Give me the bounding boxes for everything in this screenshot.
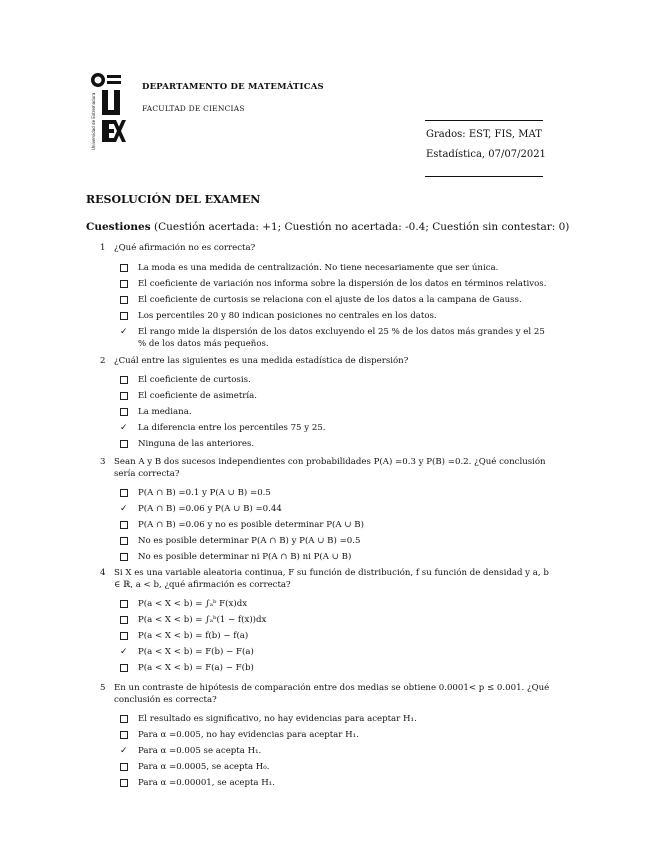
- question-number: 3: [100, 457, 106, 467]
- checkbox-icon: [120, 294, 134, 308]
- checkbox-icon: [120, 630, 134, 644]
- answer-option: [120, 503, 550, 515]
- question-1: [100, 242, 550, 254]
- option-text: La mediana.: [138, 407, 192, 417]
- option-text: No es posible determinar P(A ∩ B) y P(A ∪ B) =0.5: [138, 536, 361, 546]
- option-text: P(a < X < b) = f(b) − f(a): [138, 631, 249, 641]
- question-3: [100, 456, 550, 480]
- option-text: P(a < X < b) = ∫ₐᵇ(1 − f(x))dx: [138, 615, 267, 625]
- checkbox-icon: [120, 551, 134, 565]
- question-number: 5: [100, 683, 106, 693]
- answer-option: [120, 713, 550, 725]
- question-2: [100, 355, 550, 367]
- checkbox-icon: [120, 406, 134, 420]
- checkbox-icon: [120, 598, 134, 612]
- answer-option: [120, 326, 550, 350]
- option-text: El resultado es significativo, no hay evidencias para aceptar H₁.: [138, 714, 417, 724]
- checkbox-icon: [120, 262, 134, 276]
- checkbox-icon: [120, 374, 134, 388]
- answer-option: [120, 487, 550, 499]
- answer-option: [120, 729, 550, 741]
- answer-option: [120, 761, 550, 773]
- option-text: P(a < X < b) = ∫ₐᵇ F(x)dx: [138, 599, 248, 609]
- option-text: Ninguna de las anteriores.: [138, 439, 255, 449]
- course-date: Estadística, 07/07/2021: [426, 149, 546, 160]
- question-text: Si X es una variable aleatoria continua, F su función de distribución, f su función de densidad y a, b ∈ ℝ, a < b, ¿qué afirmación es correcta?: [114, 568, 549, 590]
- option-text: Para α =0.0005, se acepta H₀.: [138, 762, 270, 772]
- faculty-name: FACULTAD DE CIENCIAS: [142, 104, 245, 113]
- checkbox-icon: [120, 278, 134, 292]
- checkbox-icon: [120, 310, 134, 324]
- question-text: En un contraste de hipótesis de comparación entre dos medias se obtiene 0.0001< p ≤ 0.001. ¿Qué conclusión es correcta?: [114, 683, 550, 705]
- question-5: [100, 682, 550, 706]
- answer-option: [120, 614, 550, 626]
- answer-option: [120, 598, 550, 610]
- option-text: El coeficiente de curtosis se relaciona con el ajuste de los datos a la campana de Gauss.: [138, 295, 522, 305]
- answer-option: [120, 630, 550, 642]
- header-rule-top: [425, 120, 543, 121]
- option-text: P(A ∩ B) =0.1 y P(A ∪ B) =0.5: [138, 488, 271, 498]
- option-text: Para α =0.005, no hay evidencias para aceptar H₁.: [138, 730, 359, 740]
- checkbox-icon: [120, 438, 134, 452]
- uex-logo: [90, 72, 128, 152]
- option-text: El coeficiente de asimetría.: [138, 391, 258, 401]
- answer-option: [120, 422, 550, 434]
- option-text: La moda es una medida de centralización. No tiene necesariamente que ser única.: [138, 263, 499, 273]
- department-name: DEPARTAMENTO DE MATEMÁTICAS: [142, 82, 324, 92]
- answer-option: [120, 390, 550, 402]
- checkmark-icon: ✓: [120, 647, 128, 657]
- question-text: ¿Qué afirmación no es correcta?: [114, 243, 256, 253]
- checkmark-icon: ✓: [120, 746, 128, 756]
- checkbox-icon: [120, 713, 134, 727]
- checkbox-icon: [120, 487, 134, 501]
- answer-option: [120, 310, 550, 322]
- checkbox-icon: [120, 614, 134, 628]
- answer-option: [120, 551, 550, 563]
- question-text: ¿Cuál entre las siguientes es una medida estadística de dispersión?: [114, 356, 409, 366]
- option-text: Los percentiles 20 y 80 indican posiciones no centrales en los datos.: [138, 311, 437, 321]
- option-text: No es posible determinar ni P(A ∩ B) ni P(A ∪ B): [138, 552, 352, 562]
- answer-option: [120, 519, 550, 531]
- option-text: P(A ∩ B) =0.06 y P(A ∪ B) =0.44: [138, 504, 282, 514]
- answer-option: [120, 646, 550, 658]
- checkbox-icon: [120, 761, 134, 775]
- answer-option: [120, 662, 550, 674]
- option-text: La diferencia entre los percentiles 75 y 25.: [138, 423, 326, 433]
- svg-text:Universidad de Extremadura: Universidad de Extremadura: [91, 92, 96, 150]
- checkbox-icon: [120, 662, 134, 676]
- answer-option: [120, 262, 550, 274]
- section-header: [86, 221, 569, 233]
- checkbox-icon: [120, 729, 134, 743]
- answer-option: [120, 777, 550, 789]
- option-text: Para α =0.00001, se acepta H₁.: [138, 778, 275, 788]
- degrees-label: Grados: EST, FIS, MAT: [426, 129, 542, 140]
- option-text: P(a < X < b) = F(b) − F(a): [138, 647, 254, 657]
- checkbox-icon: [120, 535, 134, 549]
- scoring-rules: (Cuestión acertada: +1; Cuestión no acertada: -0.4; Cuestión sin contestar: 0): [154, 221, 570, 233]
- answer-option: [120, 374, 550, 386]
- answer-option: [120, 745, 550, 757]
- checkmark-icon: ✓: [120, 423, 128, 433]
- checkmark-icon: ✓: [120, 504, 128, 514]
- question-text: Sean A y B dos sucesos independientes con probabilidades P(A) =0.3 y P(B) =0.2. ¿Qué conclusión sería correcta?: [114, 457, 546, 479]
- checkmark-icon: ✓: [120, 327, 128, 337]
- option-text: P(a < X < b) = F(a) − F(b): [138, 663, 254, 673]
- checkbox-icon: [120, 777, 134, 791]
- header-rule-bottom: [425, 176, 543, 177]
- option-text: El coeficiente de curtosis.: [138, 375, 251, 385]
- exam-title: RESOLUCIÓN DEL EXAMEN: [86, 193, 261, 206]
- checkbox-icon: [120, 519, 134, 533]
- question-4: [100, 567, 550, 591]
- option-text: P(A ∩ B) =0.06 y no es posible determinar P(A ∪ B): [138, 520, 364, 530]
- option-text: El rango mide la dispersión de los datos excluyendo el 25 % de los datos más grandes y el 25 % de los datos más pequeños.: [138, 327, 545, 349]
- section-label: Cuestiones: [86, 221, 151, 233]
- question-number: 4: [100, 568, 106, 578]
- answer-option: [120, 535, 550, 547]
- option-text: Para α =0.005 se acepta H₁.: [138, 746, 262, 756]
- answer-option: [120, 294, 550, 306]
- option-text: El coeficiente de variación nos informa sobre la dispersión de los datos en términos relativos.: [138, 279, 547, 289]
- answer-option: [120, 438, 550, 450]
- answer-option: [120, 406, 550, 418]
- question-number: 1: [100, 243, 106, 253]
- question-number: 2: [100, 356, 106, 366]
- checkbox-icon: [120, 390, 134, 404]
- answer-option: [120, 278, 550, 290]
